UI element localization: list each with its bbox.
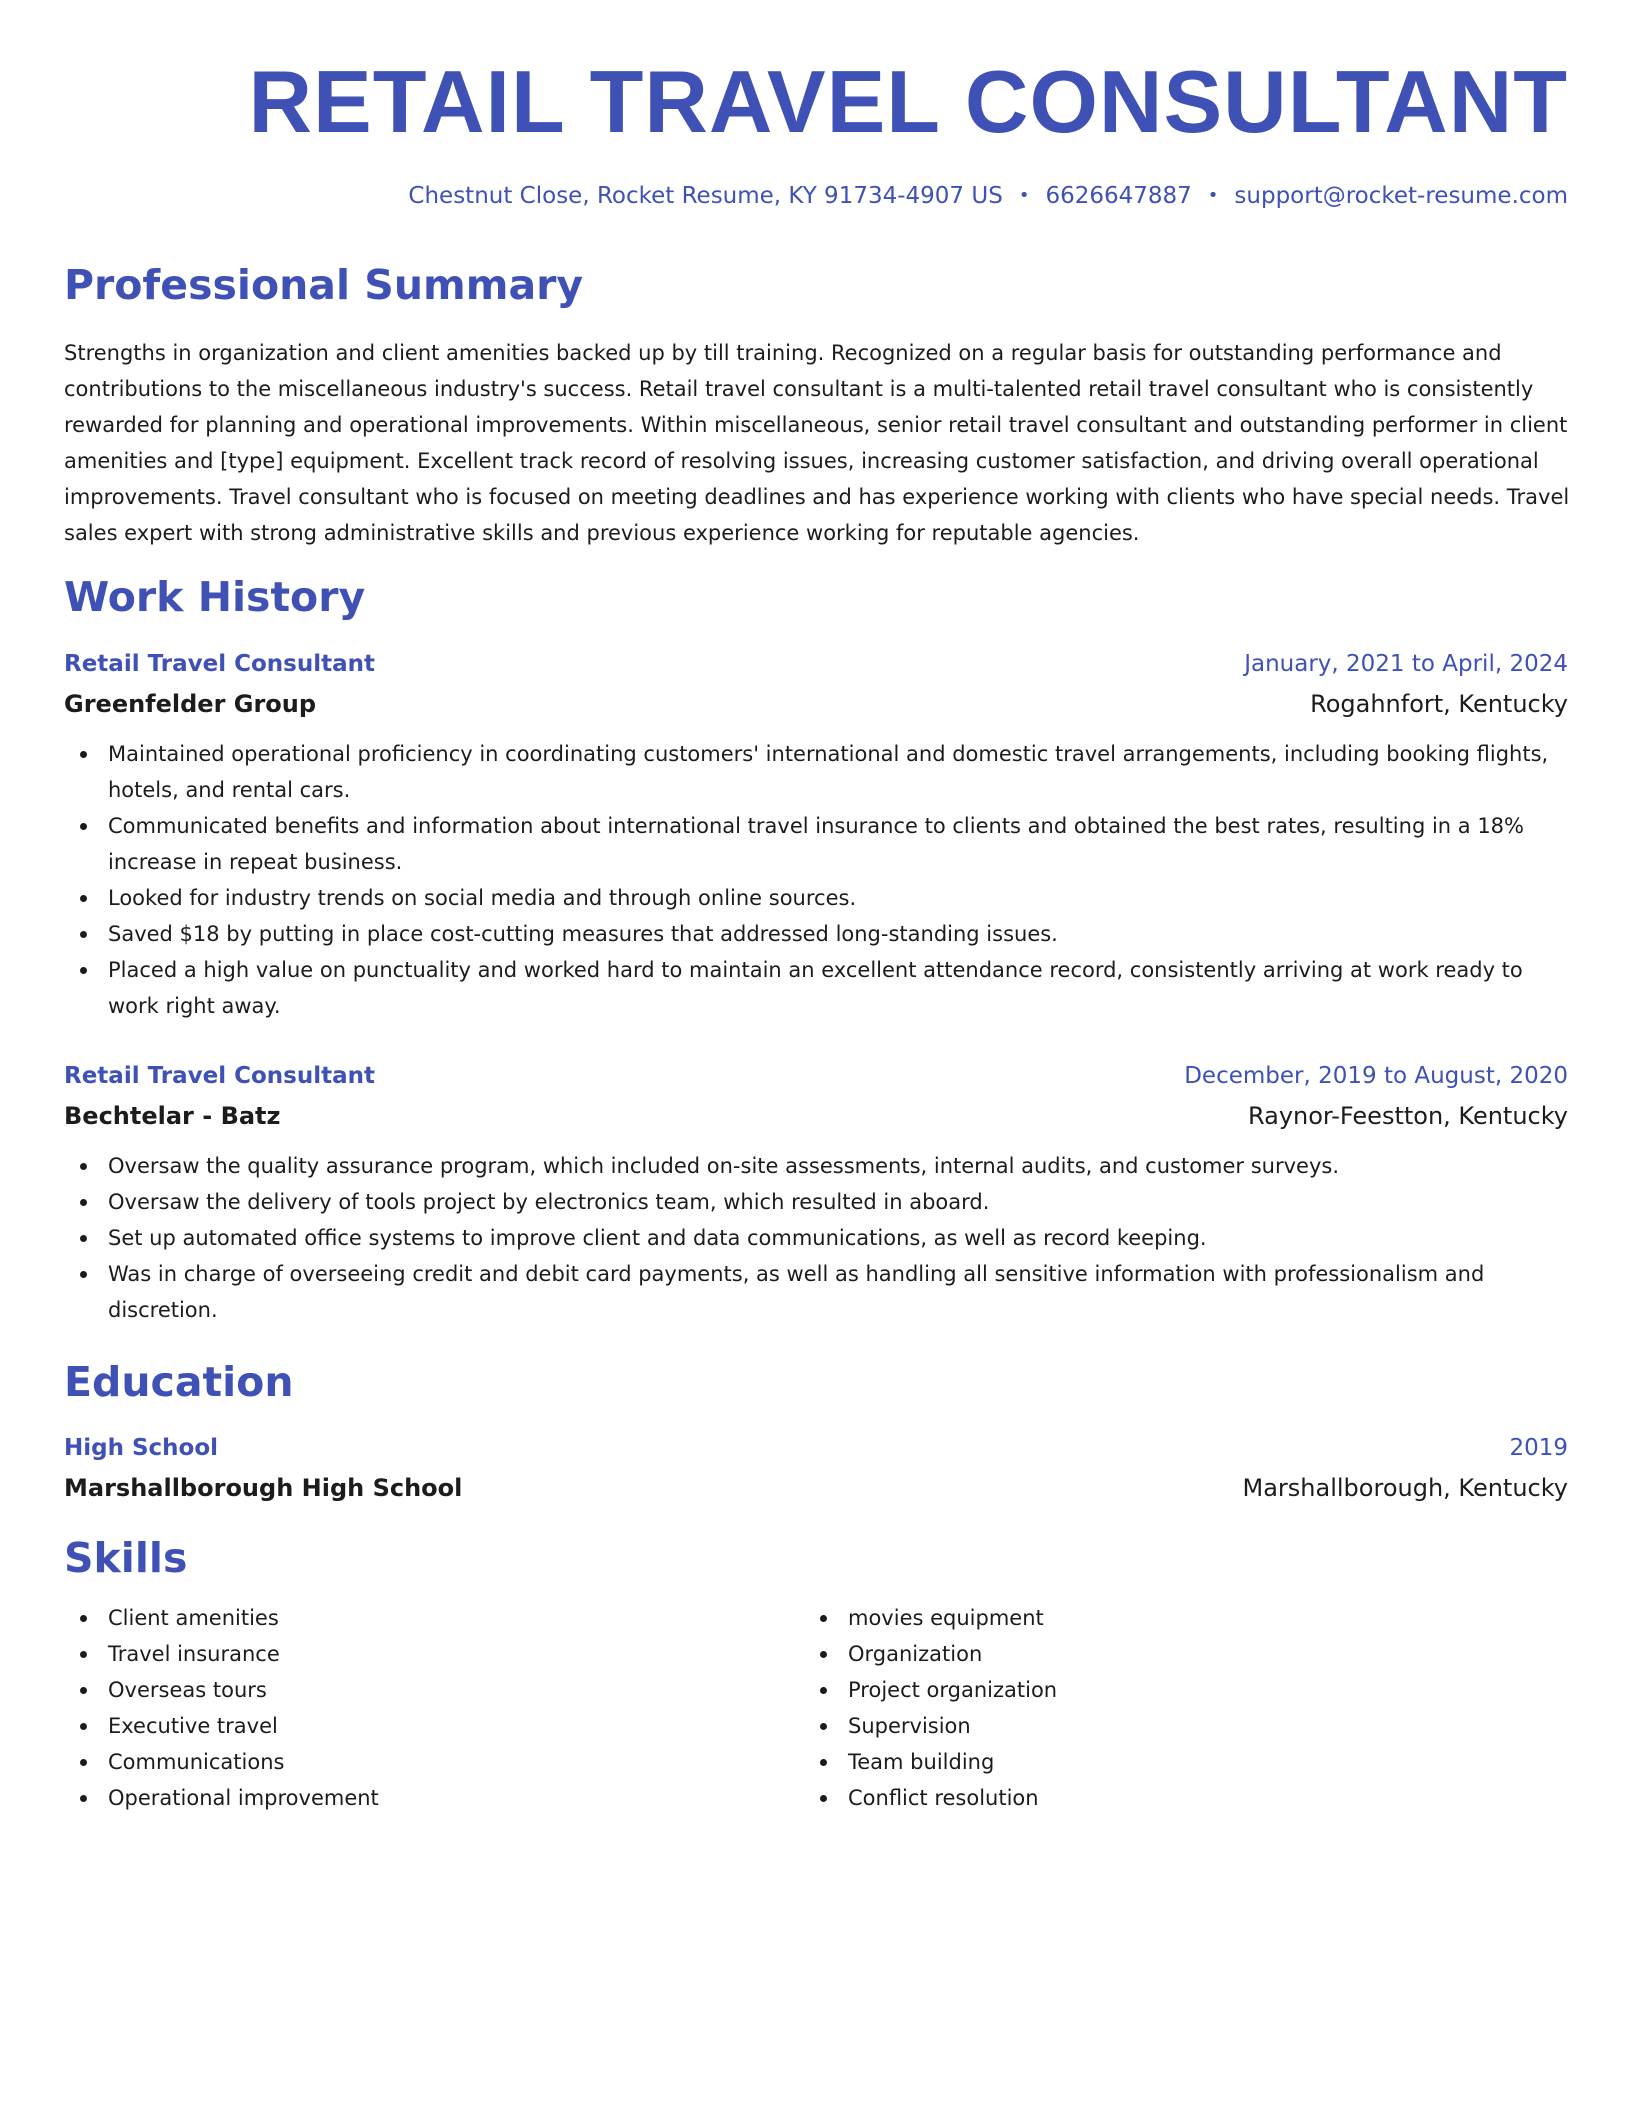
skill-item: Supervision <box>804 1708 1544 1744</box>
skills-list <box>64 1600 1568 1816</box>
summary-text: Strengths in organization and client amenities backed up by till training. Recognized on a regular basis for outstanding performance and contributions to the miscellaneous industry's success. Retail travel consultant is a multi-talented retail travel consultant who is consistently rewarded for planning and operational improvements. Within miscellaneous, senior retail travel consultant and outstanding performer in client amenities and [type] equipment. Excellent track record of resolving issues, increasing customer satisfaction, and driving overall operational improvements. Travel consultant who is focused on meeting deadlines and has experience working with clients who have special needs. Travel sales expert with strong administrative skills and previous experience working for reputable agencies. <box>64 341 1570 545</box>
graduation-year: 2019 <box>1509 1435 1568 1461</box>
skill-item: movies equipment <box>804 1600 1544 1636</box>
education-entry <box>64 1428 1568 1508</box>
job-title: Retail Travel Consultant <box>64 651 375 677</box>
skill-item: Overseas tours <box>64 1672 804 1708</box>
duty-item: Set up automated office systems to improve client and data communications, as well as record keeping. <box>64 1220 1568 1256</box>
work-entry <box>64 644 1568 1024</box>
job-duties <box>64 1148 1568 1328</box>
school-name: Marshallborough High School <box>64 1474 463 1502</box>
skill-item: Client amenities <box>64 1600 804 1636</box>
separator-dot: • <box>1207 185 1219 206</box>
job-duties <box>64 736 1568 1024</box>
duty-item: Was in charge of overseeing credit and debit card payments, as well as handling all sensitive information with professionalism and discretion. <box>64 1256 1568 1328</box>
job-dates: December, 2019 to August, 2020 <box>1184 1063 1568 1089</box>
job-title: Retail Travel Consultant <box>64 1063 375 1089</box>
job-location: Rogahnfort, Kentucky <box>1310 690 1568 718</box>
education-heading: Education <box>64 1358 294 1406</box>
contact-line <box>408 180 1568 212</box>
work-history-heading: Work History <box>64 573 366 621</box>
duty-item: Oversaw the delivery of tools project by electronics team, which resulted in aboard. <box>64 1184 1568 1220</box>
skill-item: Conflict resolution <box>804 1780 1544 1816</box>
school-location: Marshallborough, Kentucky <box>1242 1474 1568 1502</box>
skills-column-left <box>64 1600 804 1816</box>
skill-item: Executive travel <box>64 1708 804 1744</box>
skill-item: Communications <box>64 1744 804 1780</box>
duty-item: Saved $18 by putting in place cost-cutting measures that addressed long-standing issues. <box>64 916 1568 952</box>
skill-item: Travel insurance <box>64 1636 804 1672</box>
company-name: Bechtelar - Batz <box>64 1102 281 1130</box>
skill-item: Operational improvement <box>64 1780 804 1816</box>
job-location: Raynor-Feestton, Kentucky <box>1247 1102 1568 1130</box>
email: support@rocket-resume.com <box>1234 183 1568 209</box>
phone: 6626647887 <box>1045 183 1192 209</box>
skill-item: Project organization <box>804 1672 1544 1708</box>
separator-dot: • <box>1018 185 1030 206</box>
work-entry <box>64 1056 1568 1328</box>
skill-item: Team building <box>804 1744 1544 1780</box>
summary-heading: Professional Summary <box>64 261 584 309</box>
duty-item: Maintained operational proficiency in coordinating customers' international and domestic travel arrangements, including booking flights, hotels, and rental cars. <box>64 736 1568 808</box>
skills-column-right <box>804 1600 1544 1816</box>
duty-item: Looked for industry trends on social media and through online sources. <box>64 880 1568 916</box>
skill-item: Organization <box>804 1636 1544 1672</box>
company-name: Greenfelder Group <box>64 690 317 718</box>
duty-item: Oversaw the quality assurance program, which included on-site assessments, internal audits, and customer surveys. <box>64 1148 1568 1184</box>
skills-heading: Skills <box>64 1534 188 1582</box>
duty-item: Communicated benefits and information about international travel insurance to clients and obtained the best rates, resulting in a 18% increase in repeat business. <box>64 808 1568 880</box>
job-dates: January, 2021 to April, 2024 <box>1244 651 1568 677</box>
candidate-name: RETAIL TRAVEL CONSULTANT <box>248 52 1568 151</box>
address: Chestnut Close, Rocket Resume, KY 91734-4907 US <box>408 183 1003 209</box>
duty-item: Placed a high value on punctuality and worked hard to maintain an excellent attendance record, consistently arriving at work ready to work right away. <box>64 952 1568 1024</box>
degree: High School <box>64 1435 219 1461</box>
